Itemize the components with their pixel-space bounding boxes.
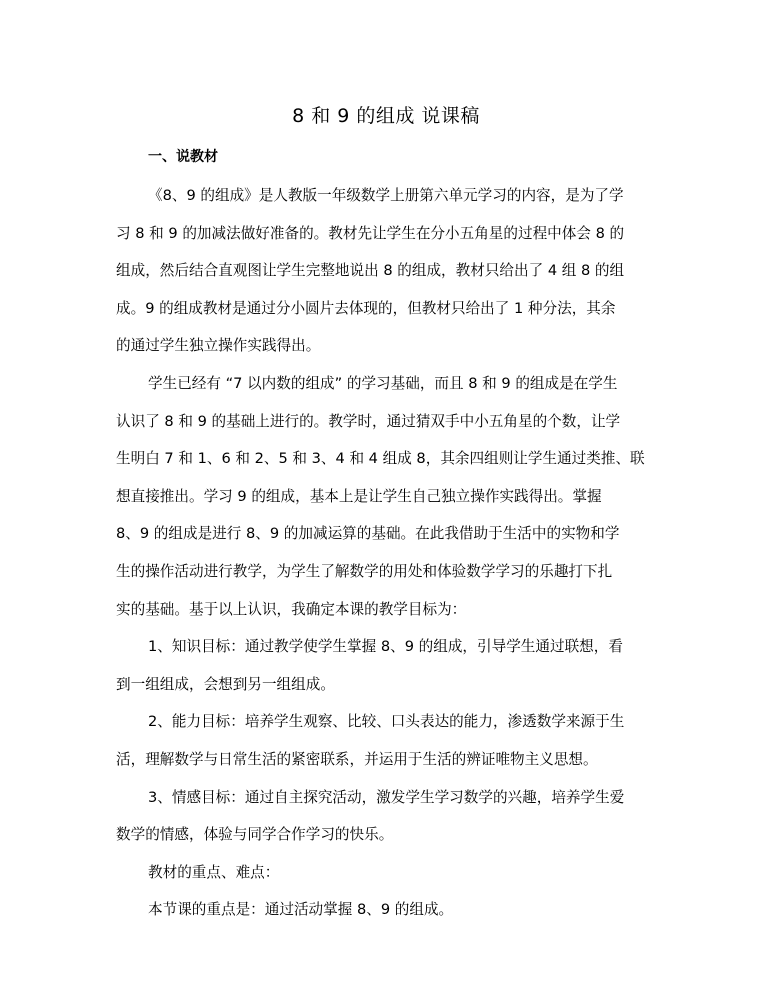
section-heading: 一、说教材 [148,149,218,165]
text-line: 生明白 7 和 1、6 和 2、5 和 3、4 和 4 组成 8，其余四组则让学生通过类推、联 [116,450,645,468]
paragraph [116,177,656,365]
text-line: 本节课的重点是：通过活动掌握 8、9 的组成。 [148,901,454,919]
text-line: 习 8 和 9 的加减法做好准备的。教材先让学生在分小五角星的过程中体会 8 的 [116,224,625,242]
text-line: 《8、9 的组成》是人教版一年级数学上册第六单元学习的内容，是为了学 [148,187,624,204]
paragraph [116,628,656,703]
paragraph [116,854,656,892]
text-line: 成。9 的组成教材是通过分小圆片去体现的，但教材只给出了 1 种分法，其余 [116,299,616,317]
text-line: 组成，然后结合直观图让学生完整地说出 8 的组成，教材只给出了 4 组 8 的组 [116,262,625,280]
text-line: 认识了 8 和 9 的基础上进行的。教学时，通过猜双手中小五角星的个数，让学 [116,412,621,430]
document-body [116,177,656,929]
text-line: 活，理解数学与日常生活的紧密联系，并运用于生活的辨证唯物主义思想。 [116,750,598,768]
text-line: 实的基础。基于以上认识，我确定本课的教学目标为： [116,600,467,618]
paragraph [116,703,656,778]
text-line: 生的操作活动进行教学，为学生了解数学的用处和体验数学学习的乐趣打下扎 [116,562,613,580]
text-line: 学生已经有 “7 以内数的组成” 的学习基础，而且 8 和 9 的组成是在学生 [148,374,618,392]
text-line: 8、9 的组成是进行 8、9 的加减运算的基础。在此我借助于生活中的实物和学 [116,525,620,543]
text-line: 1、知识目标：通过教学使学生掌握 8、9 的组成，引导学生通过联想，看 [148,638,623,656]
text-line: 想直接推出。学习 9 的组成，基本上是让学生自己独立操作实践得出。掌握 [116,487,602,505]
paragraph [116,779,656,854]
paragraph [116,891,656,929]
document-title: 8 和 9 的组成 说课稿 [292,105,480,127]
text-line: 的通过学生独立操作实践得出。 [116,337,321,355]
text-line: 2、能力目标：培养学生观察、比较、口头表达的能力，渗透数学来源于生 [148,713,625,731]
text-line: 到一组组成，会想到另一组组成。 [116,675,335,693]
paragraph [116,365,656,628]
text-line: 教材的重点、难点： [148,863,280,881]
text-line: 3、情感目标：通过自主探究活动，激发学生学习数学的兴趣，培养学生爱 [148,788,625,806]
text-line: 数学的情感，体验与同学合作学习的快乐。 [116,826,394,844]
